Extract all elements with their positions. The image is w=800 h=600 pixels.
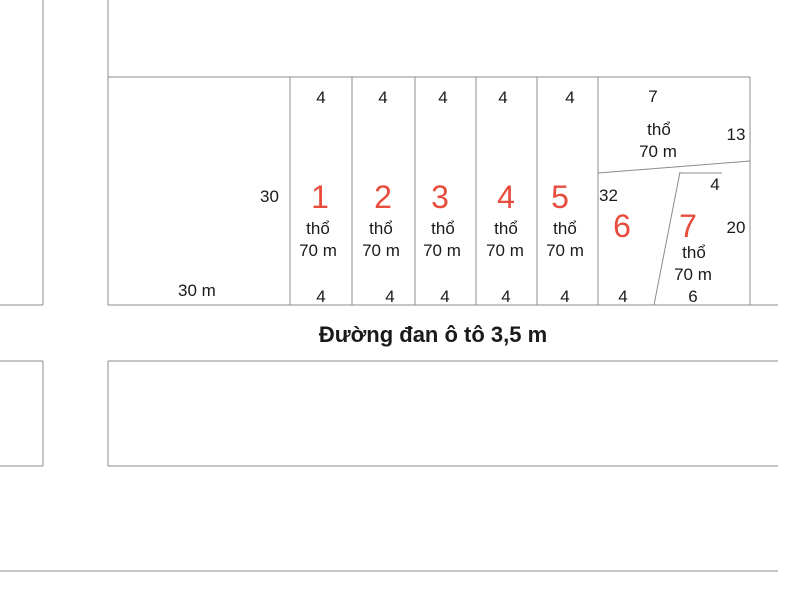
lot-3-type: thổ [431,219,455,238]
lot-7 [674,175,745,306]
lot-4-type: thổ [494,219,518,238]
lot-6-number: 6 [613,208,631,244]
lot-7-side: 20 [726,218,746,237]
lot-7-area: 70 m [674,265,712,284]
lot-3-number: 3 [431,179,449,215]
lot-1-number: 1 [311,179,329,215]
lot-5-top-width: 4 [565,88,575,107]
lot-4-number: 4 [497,179,515,215]
corner-lot-type: thổ [647,120,671,139]
lot-6 [599,186,631,306]
lot-1-top-width: 4 [316,88,326,107]
lot-4-bottom-width: 4 [501,287,511,306]
lot-5 [546,88,584,306]
corner-lot-area: 70 m [639,142,677,161]
lot-3-top-width: 4 [438,88,448,107]
lot-7-top-width: 4 [710,175,720,194]
lot-6-bottom-width: 4 [618,287,628,306]
lot-5-bottom-width: 4 [560,287,570,306]
lot-2-area: 70 m [362,241,400,260]
lot-7-type: thổ [682,243,706,262]
lot-1-area: 70 m [299,241,337,260]
lot-3-bottom-width: 4 [440,287,450,306]
corner-lot [639,87,745,161]
left-block-depth-label: 30 [260,187,279,206]
lot-5-number: 5 [551,179,569,215]
corner-lot-top-width: 7 [648,87,658,106]
lot-1-type: thổ [306,219,330,238]
lot-2-top-width: 4 [378,88,388,107]
lot-7-bottom-width: 6 [688,287,698,306]
lot-1 [299,88,337,306]
lot-2-number: 2 [374,179,392,215]
lot-3-area: 70 m [423,241,461,260]
lot-7-number: 7 [679,208,697,244]
lot-6-depth: 32 [599,186,618,205]
lot-4-area: 70 m [486,241,524,260]
lot-5-area: 70 m [546,241,584,260]
lot-2 [362,88,400,306]
lot-4 [486,88,524,306]
lot-2-bottom-width: 4 [385,287,395,306]
road-label: Đường đan ô tô 3,5 m [318,322,548,347]
lot-2-type: thổ [369,219,393,238]
lot-1-bottom-width: 4 [316,287,326,306]
lot-3 [423,88,461,306]
corner-lot-side: 13 [726,125,746,144]
left-block-width-label: 30 m [178,281,216,300]
lot-4-top-width: 4 [498,88,508,107]
lot-5-type: thổ [553,219,577,238]
